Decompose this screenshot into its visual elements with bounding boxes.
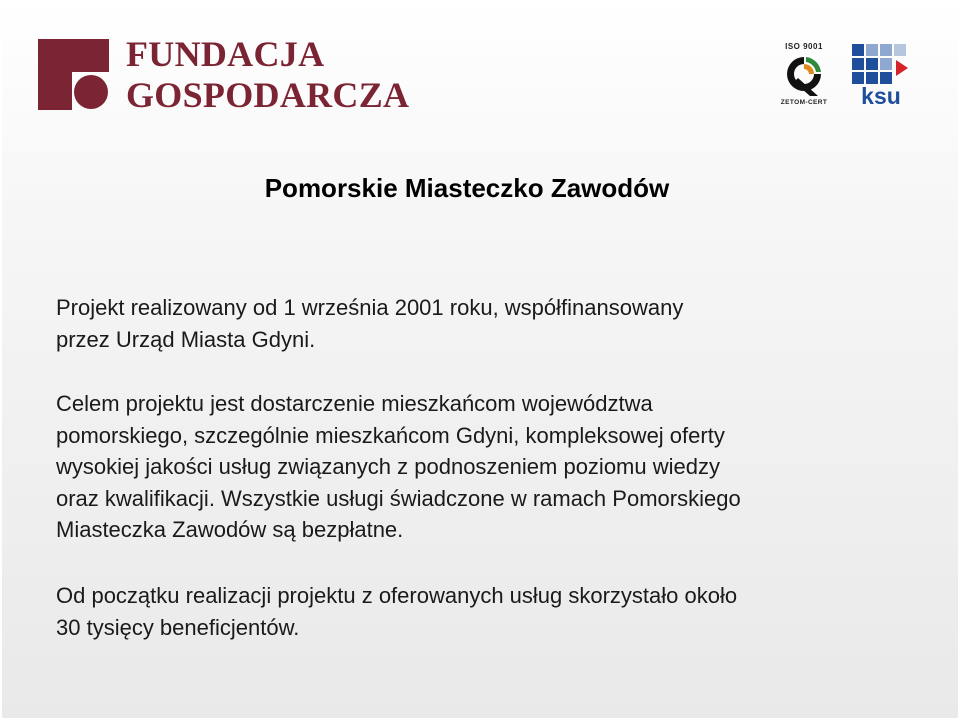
- text-line: Miasteczka Zawodów są bezpłatne.: [56, 517, 404, 542]
- text-line: 30 tysięcy beneficjentów.: [56, 614, 300, 640]
- fundacja-logo-icon: [38, 39, 109, 110]
- text-line: Projekt realizowany od 1 września 2001 roku, współfinansowany: [56, 295, 684, 320]
- fundacja-logo-text: [126, 34, 409, 116]
- logo-line-1: FUNDACJA: [126, 34, 325, 74]
- text-line: Celem projektu jest dostarczenie mieszkańcom województwa: [56, 391, 653, 416]
- certifier-label: ZETOM-CERT: [780, 99, 828, 106]
- text-line: wysokiej jakości usług związanych z podnoszeniem poziomu wiedzy: [56, 454, 720, 479]
- iso-label: ISO 9001: [785, 42, 823, 51]
- slide-title: Pomorskie Miasteczko Zawodów: [264, 173, 670, 203]
- paragraph-goal: [56, 388, 916, 546]
- text-line: przez Urząd Miasta Gdyni.: [56, 326, 316, 352]
- paragraph-funding: [56, 292, 916, 355]
- text-line: Od początku realizacji projektu z oferowanych usług skorzystało około: [56, 583, 738, 608]
- text-line: oraz kwalifikacji. Wszystkie usługi świadczone w ramach Pomorskiego: [56, 485, 741, 511]
- logo-line-2: GOSPODARCZA: [126, 75, 410, 115]
- iso-badge: [774, 42, 834, 112]
- text-line: pomorskiego, szczególnie mieszkańcom Gdyni, kompleksowej oferty: [56, 422, 725, 448]
- ksu-logo-icon: [850, 44, 912, 106]
- ksu-label: ksu: [861, 83, 901, 106]
- paragraph-beneficiaries: [56, 580, 916, 643]
- iso-certificate-icon: [784, 54, 824, 98]
- slide: [2, 2, 958, 718]
